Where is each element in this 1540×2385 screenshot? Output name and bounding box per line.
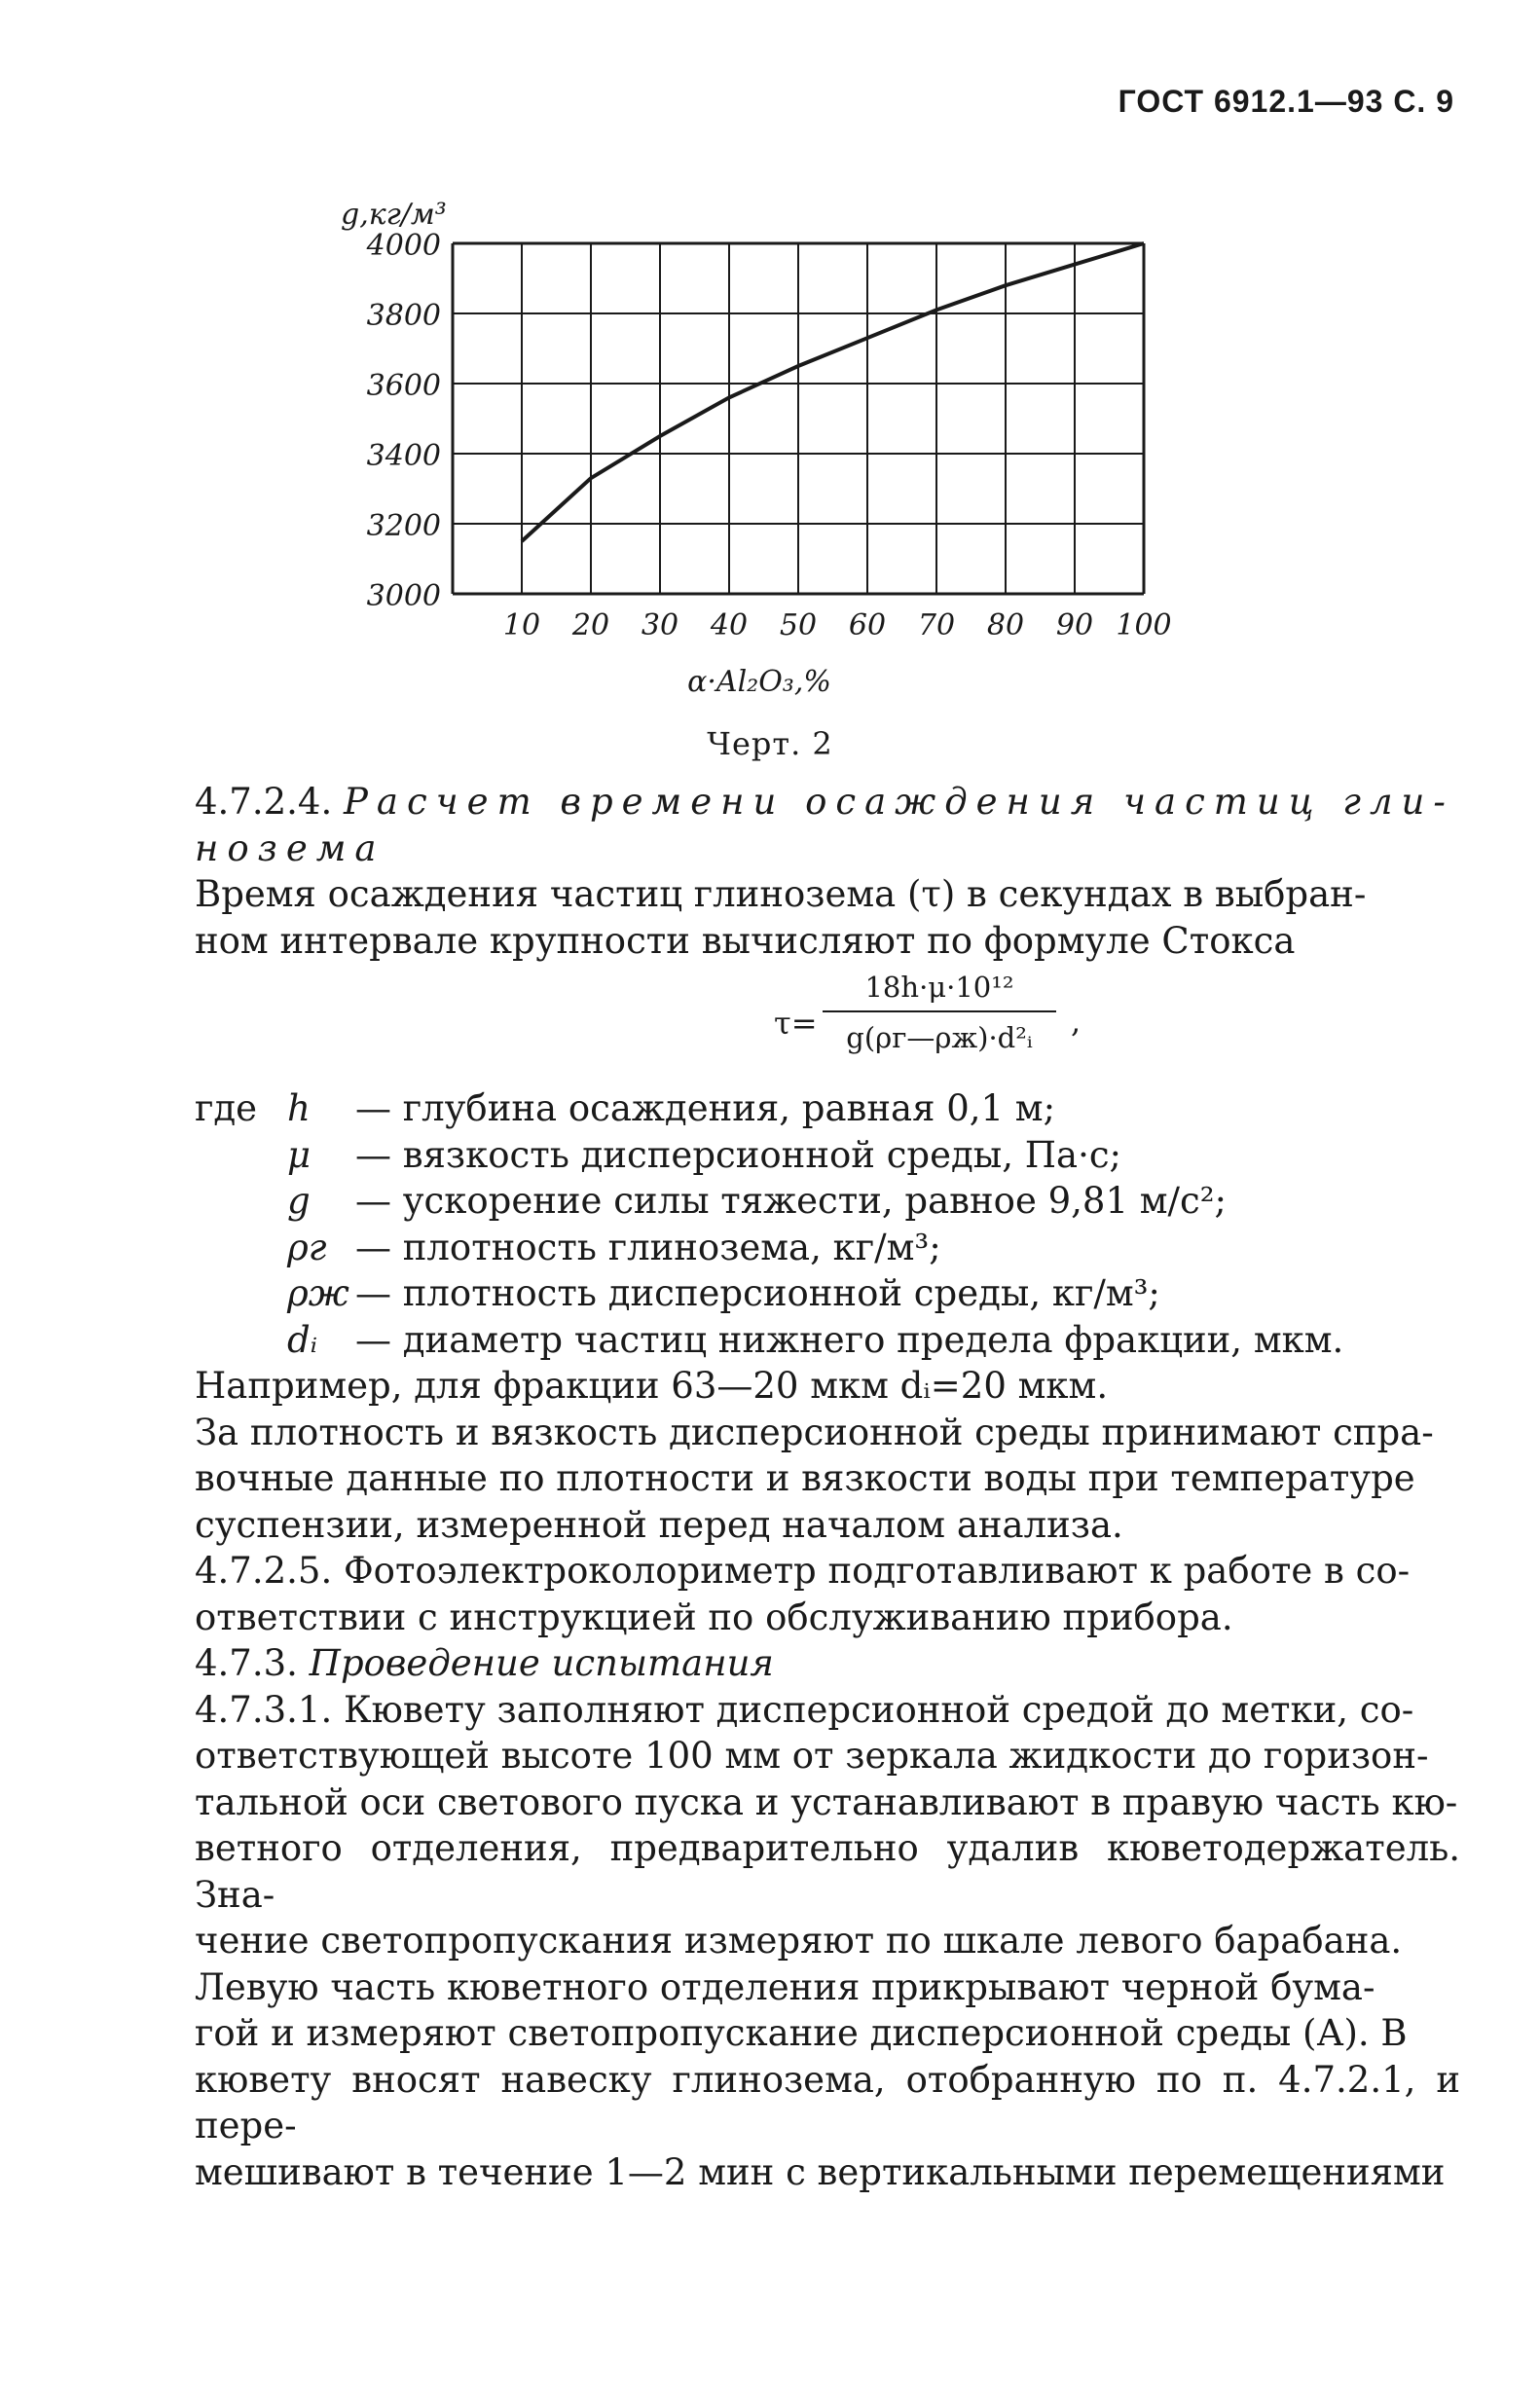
section-473-heading bbox=[195, 1640, 1460, 1687]
formula-numerator: 18h·μ·10¹² bbox=[864, 971, 1014, 1004]
definition-row bbox=[195, 1178, 1460, 1225]
y-tick-label: 3000 bbox=[366, 579, 441, 613]
density-chart bbox=[321, 185, 1178, 711]
text-line: чение светопропускания измеряют по шкале левого барабана. bbox=[195, 1920, 1403, 1962]
x-axis-label: α·Al₂O₃,% bbox=[687, 665, 831, 699]
definition-text: — плотность глинозема, кг/м³; bbox=[355, 1226, 941, 1268]
definition-text: — ускорение силы тяжести, равное 9,81 м/с²; bbox=[355, 1180, 1228, 1222]
text-line: вочные данные по плотности и вязкости воды при температуре bbox=[195, 1457, 1415, 1499]
x-tick-label: 100 bbox=[1116, 608, 1172, 642]
definition-symbol: ρг bbox=[287, 1226, 327, 1268]
text-line: 4.7.2.5. Фотоэлектроколориметр подготавливают к работе в со- bbox=[195, 1550, 1411, 1592]
text-line: ответствии с инструкцией по обслуживанию прибора. bbox=[195, 1596, 1233, 1638]
x-tick-label: 30 bbox=[641, 608, 679, 642]
x-tick-label: 60 bbox=[848, 608, 887, 642]
y-tick-label: 3400 bbox=[366, 439, 441, 473]
text-line: гой и измеряют светопропускание дисперсионной среды (А). В bbox=[195, 2012, 1408, 2054]
text-line: кювету вносят навеску глинозема, отобранную по п. 4.7.2.1, и пере- bbox=[195, 2058, 1460, 2146]
chart-grid bbox=[453, 243, 1144, 594]
section-title-cont: нозема bbox=[195, 826, 385, 869]
x-tick-label: 40 bbox=[710, 608, 749, 642]
formula-fraction bbox=[823, 966, 1056, 1059]
text-line: тальной оси светового пуска и устанавливают в правую часть кю- bbox=[195, 1780, 1458, 1823]
section-4724-heading bbox=[195, 779, 1460, 826]
text-line: 4.7.3.1. Кювету заполняют дисперсионной средой до метки, со- bbox=[195, 1688, 1414, 1731]
definition-symbol: g bbox=[287, 1180, 311, 1222]
section-title: Проведение испытания bbox=[309, 1642, 774, 1684]
formula-lhs: τ= bbox=[774, 1005, 818, 1042]
definition-row bbox=[195, 1085, 1460, 1132]
definition-row bbox=[195, 1270, 1460, 1317]
definition-text: — вязкость дисперсионной среды, Па·с; bbox=[355, 1133, 1122, 1176]
definition-symbol: ρж bbox=[287, 1272, 349, 1314]
stokes-formula bbox=[195, 966, 1460, 1078]
text-line: ном интервале крупности вычисляют по формуле Стокса bbox=[195, 919, 1296, 962]
text-line: ветного отделения, предварительно удалив кюветодержатель. Зна- bbox=[195, 1827, 1460, 1916]
document-body bbox=[195, 779, 1460, 2195]
y-tick-label: 3200 bbox=[366, 509, 441, 543]
definition-text: — диаметр частиц нижнего предела фракции, мкм. bbox=[355, 1318, 1344, 1361]
fraction-bar bbox=[823, 1010, 1056, 1012]
x-tick-label: 70 bbox=[917, 608, 956, 642]
page-header: ГОСТ 6912.1—93 С. 9 bbox=[1118, 84, 1454, 119]
formula-denominator: g(ρг—ρж)·d²ᵢ bbox=[846, 1021, 1033, 1054]
definition-text: — плотность дисперсионной среды, кг/м³; bbox=[355, 1272, 1160, 1314]
example-line: Например, для фракции 63—20 мкм dᵢ=20 мкм. bbox=[195, 1365, 1109, 1407]
text-line: Левую часть кюветного отделения прикрывают черной бума- bbox=[195, 1965, 1375, 2008]
x-tick-label: 50 bbox=[779, 608, 818, 642]
figure-caption: Черт. 2 bbox=[707, 725, 833, 762]
y-tick-label: 3600 bbox=[366, 369, 441, 403]
x-tick-label: 20 bbox=[571, 608, 610, 642]
text-line: За плотность и вязкость дисперсионной среды принимают спра- bbox=[195, 1411, 1434, 1453]
x-tick-labels bbox=[503, 608, 1172, 642]
section-4724-heading-cont bbox=[195, 826, 1460, 872]
y-axis-label: g,кг/м³ bbox=[341, 198, 447, 232]
text-line: ответствующей высоте 100 мм от зеркала жидкости до горизон- bbox=[195, 1735, 1429, 1777]
y-tick-label: 4000 bbox=[366, 229, 441, 263]
section-title: Расчет времени осаждения частиц гли- bbox=[343, 781, 1454, 823]
definition-symbol: h bbox=[287, 1087, 311, 1129]
density-curve bbox=[522, 243, 1144, 541]
definition-symbol: μ bbox=[287, 1133, 312, 1176]
x-tick-label: 10 bbox=[502, 608, 541, 642]
definition-row bbox=[195, 1132, 1460, 1179]
text-line: Время осаждения частиц глинозема (τ) в секундах в выбран- bbox=[195, 873, 1367, 915]
definition-text: — глубина осаждения, равная 0,1 м; bbox=[355, 1087, 1056, 1129]
y-tick-label: 3800 bbox=[366, 299, 441, 333]
definition-symbol: dᵢ bbox=[287, 1318, 318, 1361]
formula-comma: , bbox=[1071, 1003, 1082, 1040]
definitions-lead: где bbox=[195, 1087, 258, 1129]
section-number: 4.7.2.4. bbox=[195, 781, 333, 823]
text-line: мешивают в течение 1—2 мин с вертикальными перемещениями bbox=[195, 2150, 1446, 2193]
variable-definitions bbox=[195, 1085, 1460, 1363]
y-tick-labels bbox=[366, 229, 441, 613]
definition-row bbox=[195, 1317, 1460, 1364]
section-number: 4.7.3. bbox=[195, 1642, 298, 1684]
definition-row bbox=[195, 1225, 1460, 1271]
text-line: суспензии, измеренной перед началом анализа. bbox=[195, 1503, 1123, 1546]
x-tick-label: 80 bbox=[986, 608, 1025, 642]
x-tick-label: 90 bbox=[1055, 608, 1094, 642]
